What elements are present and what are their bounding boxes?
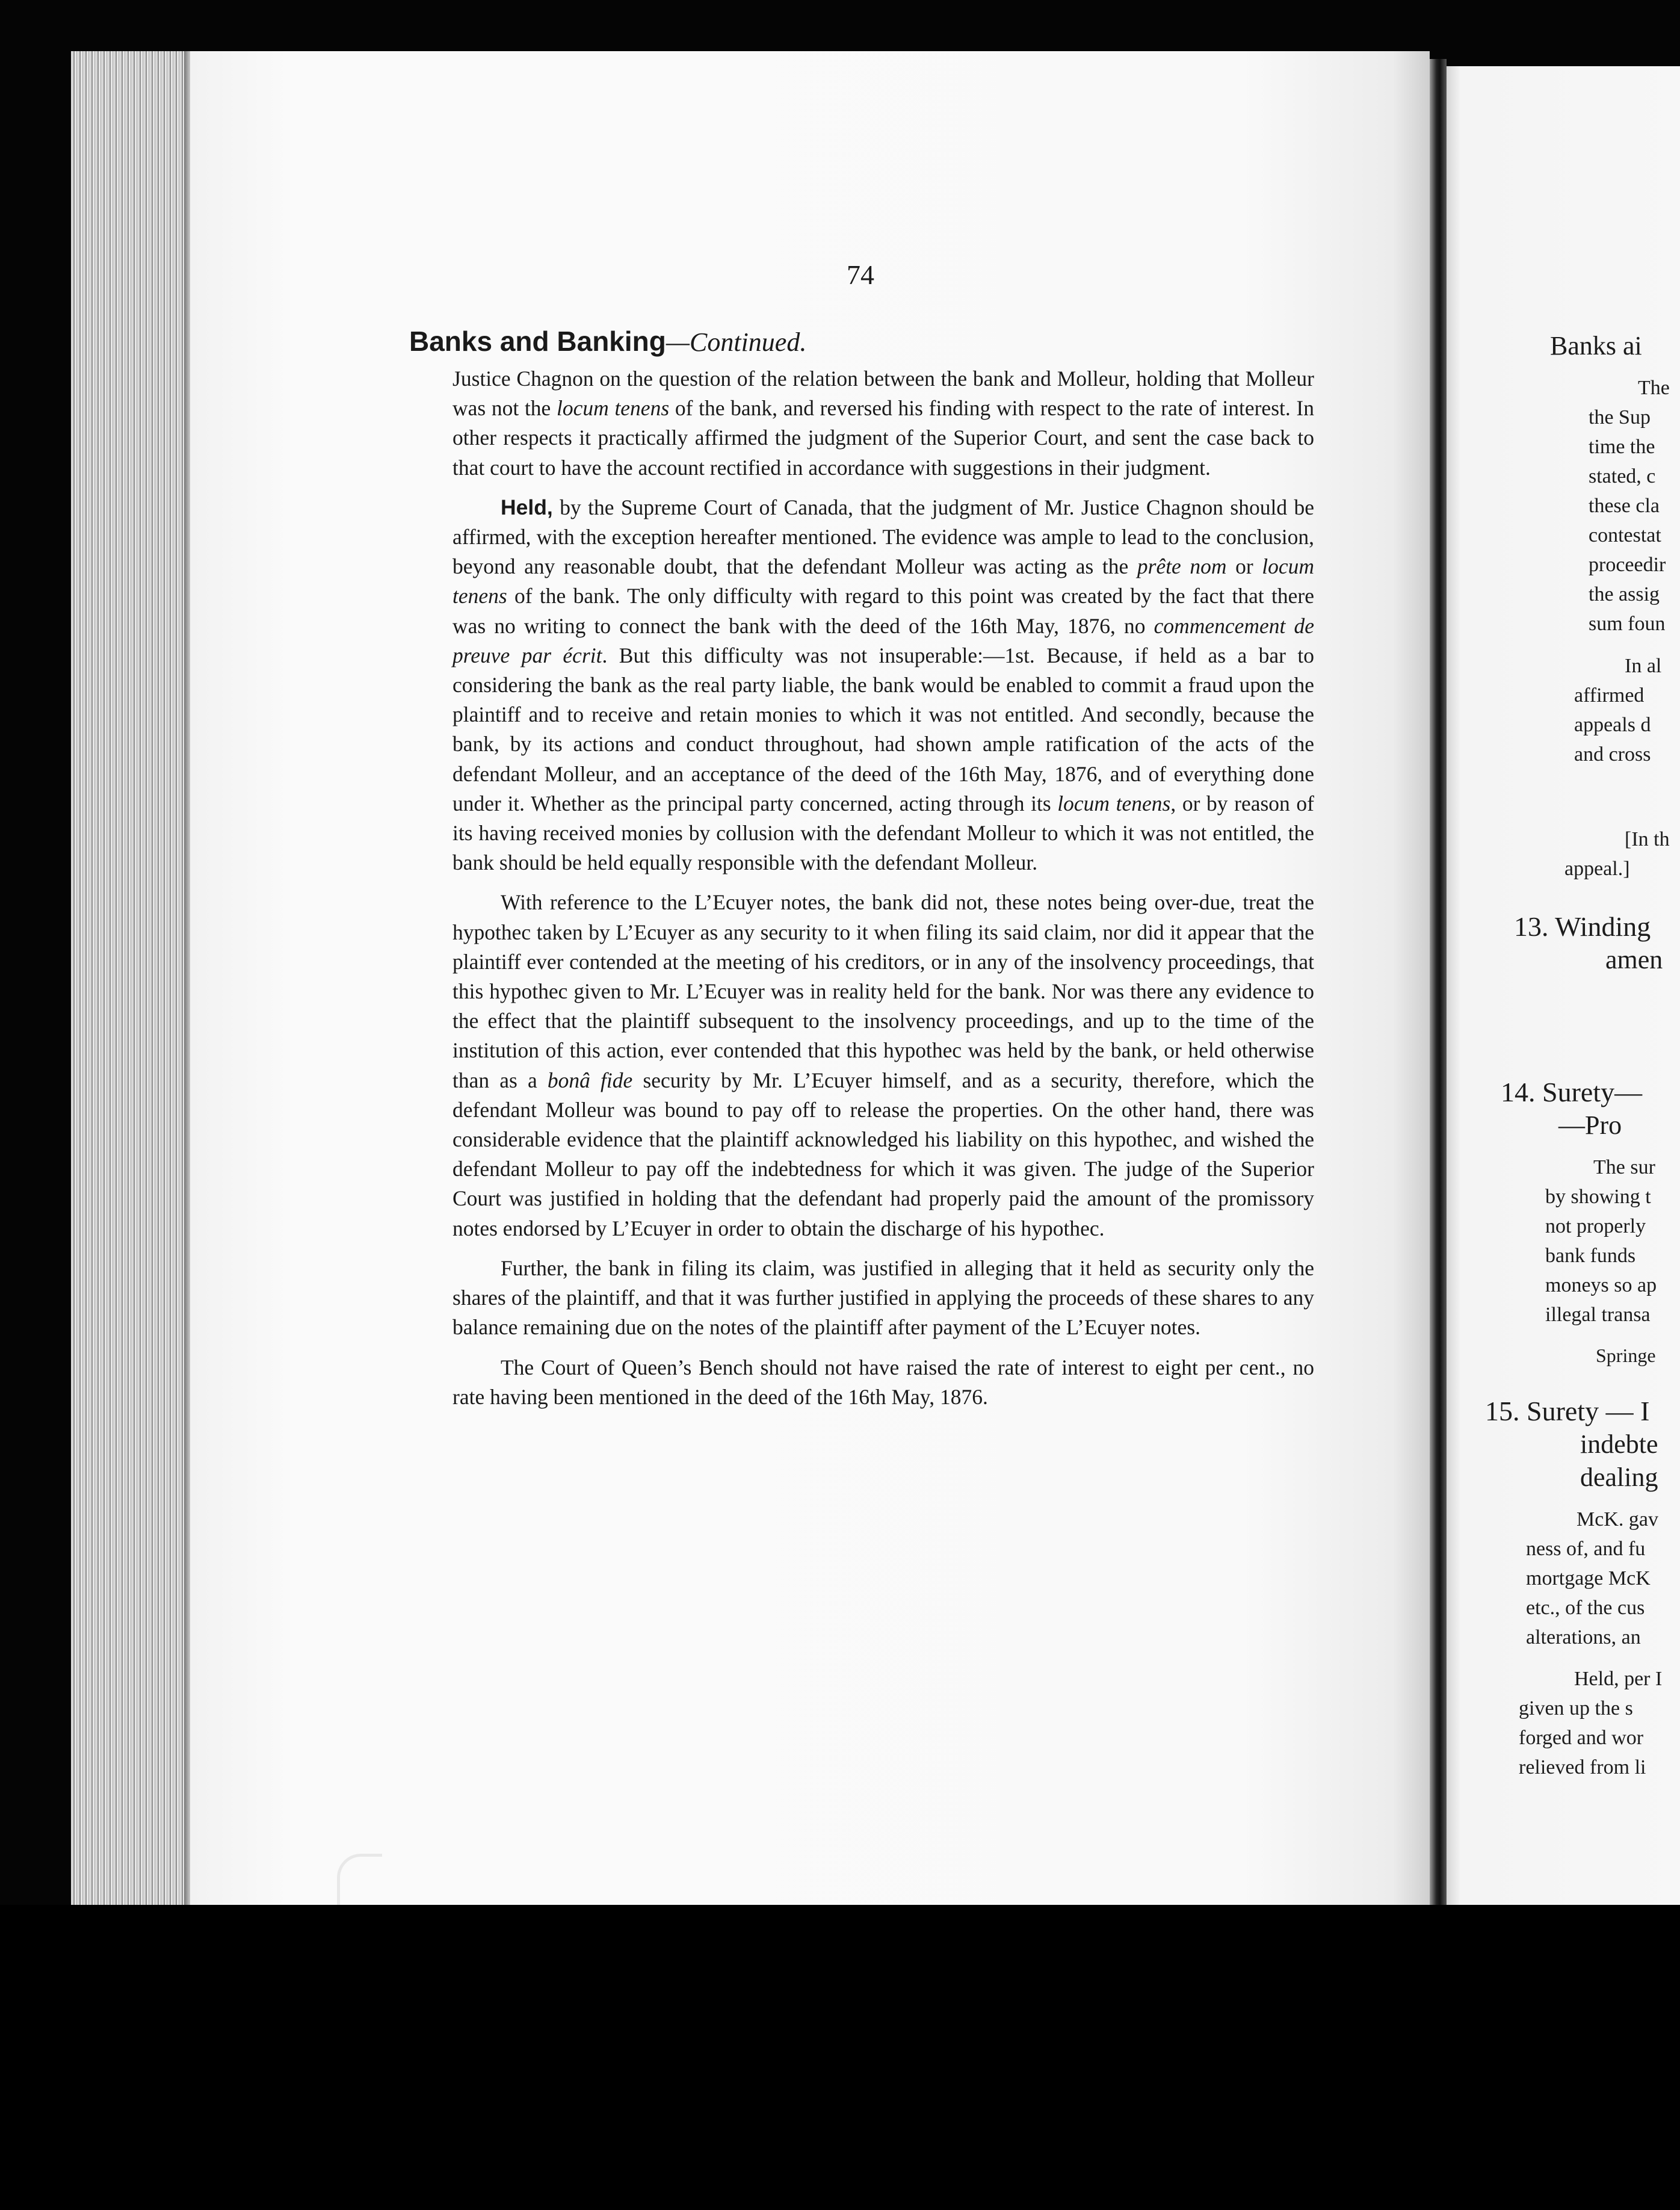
rp-line: not properly — [1545, 1215, 1646, 1237]
right-page — [1447, 66, 1680, 1909]
rp-line: ness of, and fu — [1526, 1538, 1646, 1560]
rp-line: forged and wor — [1519, 1727, 1644, 1749]
held-lead: Held, — [501, 495, 553, 519]
rp-line: contestat — [1589, 524, 1661, 546]
paragraph — [452, 888, 1314, 1243]
rp-line: appeal.] — [1564, 858, 1630, 880]
rp-line: alterations, an — [1526, 1626, 1641, 1648]
paragraph — [452, 1254, 1314, 1343]
rp-line: relieved from li — [1519, 1756, 1646, 1778]
rp-heading: indebte — [1580, 1429, 1658, 1459]
rp-line: stated, c — [1589, 465, 1656, 488]
section-title: Banks and Banking — [409, 326, 666, 357]
page-edges — [71, 51, 185, 1905]
body-text — [452, 364, 1314, 1422]
rp-line: these cla — [1589, 495, 1660, 517]
rp-line: illegal transa — [1545, 1304, 1651, 1326]
rp-heading: 13. Winding — [1514, 911, 1651, 942]
rp-heading: 14. Surety— — [1501, 1077, 1643, 1107]
rp-line: etc., of the cus — [1526, 1597, 1645, 1619]
rp-line: proceedir — [1589, 554, 1666, 576]
rp-line: bank funds — [1545, 1245, 1636, 1267]
continued-label: —Continued. — [666, 327, 807, 357]
rp-line: appeals d — [1574, 714, 1651, 736]
rp-line: the assig — [1589, 583, 1660, 605]
rp-line: affirmed — [1574, 684, 1644, 707]
rp-line: [In th — [1625, 828, 1670, 850]
book-gutter — [1430, 59, 1447, 1907]
scan-bottom-margin — [0, 1905, 1680, 2210]
rp-line: given up the s — [1519, 1697, 1633, 1719]
rp-citation: Springe — [1596, 1345, 1656, 1366]
rp-line: and cross — [1574, 743, 1651, 766]
rp-line: moneys so ap — [1545, 1274, 1657, 1296]
rp-line: the Sup — [1589, 406, 1651, 429]
rp-heading: —Pro — [1558, 1110, 1622, 1140]
rp-heading: amen — [1605, 945, 1663, 974]
paragraph-text: Further, the bank in filing its claim, was justified in alleging that it held as security only the shares of the plaintiff, and that it was further justified in applying the proceeds of these shares to any balance remaining due on the notes of the plaintiff after payment of the L’Ecuyer notes. — [452, 1255, 1314, 1340]
rp-running-head: Banks ai — [1550, 331, 1642, 361]
paragraph — [452, 1353, 1314, 1412]
rp-line: by showing t — [1545, 1186, 1651, 1208]
paragraph-text: The Court of Queen’s Bench should not have raised the rate of interest to eight per cent., no rate having been mentioned in the deed of the 16th May, 1876. — [452, 1355, 1314, 1409]
rp-line: The sur — [1593, 1156, 1655, 1178]
paragraph-text: by the Supreme Court of Canada, that the judgment of Mr. Justice Chagnon should be affirmed, with the exception hereafter mentioned. The evidence was ample to lead to the conclusion, beyond any reasonable doubt, that the defendant Molleur was acting as the prête nom or locum tenens of the bank. The only difficulty with regard to this point was created by the fact that there was no writing to connect the bank with the deed of the 16th May, 1876, no commencement de preuve par écrit. But this difficulty was not insuperable:—1st. Because, if held as a bar to considering the bank as the real party liable, the bank would be enabled to commit a fraud upon the plaintiff and to receive and retain monies to which it was not entitled. And secondly, because the bank, by its actions and conduct throughout, had shown ample ratification of the acts of the defendant Molleur, and an acceptance of the deed of the 16th May, 1876, and of everything done under it. Whether as the principal party concerned, acting through its locum tenens, or by reason of its having received monies by collusion with the defendant Molleur to which it was not entitled, the bank should be held equally responsible with the defendant Molleur. — [452, 495, 1314, 875]
page-number: 74 — [847, 259, 874, 290]
paragraph-text: With reference to the L’Ecuyer notes, the bank did not, these notes being over-due, treat the hypothec taken by L’Ecuyer as any security to it when filing its said claim, nor did it appear that the plaintiff ever contended at the meeting of his creditors, or in any of the insolvency proceedings, that this hypothec given to Mr. L’Ecuyer was in reality held for the bank. Nor was there any evidence to the effect that the plaintiff subsequent to the insolvency proceedings, and up to the time of the institution of this action, ever contended that this hypothec was held by the bank, or held otherwise than as a bonâ fide security by Mr. L’Ecuyer himself, and as a security, therefore, which the defendant Molleur was bound to pay off to release the properties. On the other hand, there was considerable evidence that the plaintiff acknowledged his liability on this hypothec, and wished the defendant Molleur to pay off the indebtedness for which it was given. The judge of the Superior Court was justified in holding that the defendant had properly paid the amount of the promissory notes endorsed by L’Ecuyer in order to obtain the discharge of his hypothec. — [452, 890, 1315, 1240]
paragraph — [452, 493, 1314, 878]
rp-line: mortgage McK — [1526, 1567, 1651, 1589]
paragraph — [452, 364, 1314, 483]
rp-line: McK. gav — [1577, 1508, 1658, 1531]
rp-line: time the — [1589, 436, 1655, 458]
rp-heading: 15. Surety — I — [1485, 1396, 1650, 1426]
running-head — [409, 325, 806, 358]
rp-line: Held, per I — [1574, 1668, 1663, 1690]
rp-heading: dealing — [1580, 1462, 1658, 1492]
rp-line: In al — [1625, 655, 1662, 677]
rp-line: The — [1638, 377, 1670, 399]
rp-line: sum foun — [1589, 613, 1666, 635]
paragraph-text: Justice Chagnon on the question of the relation between the bank and Molleur, holding that Molleur was not the locum tenens of the bank, and reversed his finding with respect to the rate of interest. In other respects it practically affirmed the judgment of the Superior Court, and sent the case back to that court to have the account rectified in accordance with suggestions in their judgment. — [452, 367, 1314, 480]
